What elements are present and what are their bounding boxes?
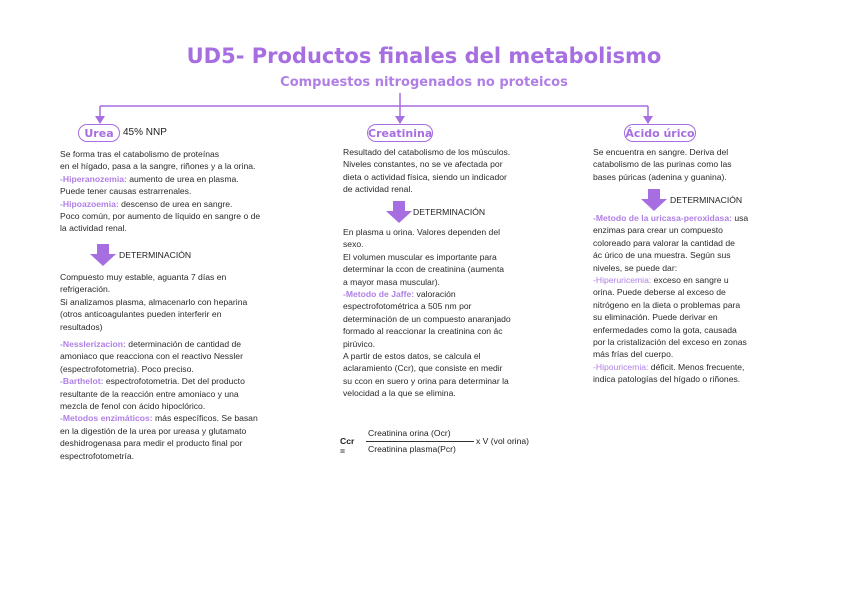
urea-barthelot-text: espectrofotometria. Det del producto [103,376,245,387]
urea-intro-line: en el hígado, pasa a la sangre, riñones y a la orina. [60,161,256,172]
acido-hiper-line: más frías del cuerpo. [593,349,674,360]
acido-metodo-text: usa [731,213,749,223]
urea-hipo-text: descenso de urea en sangre. [118,198,233,209]
acido-intro [593,146,803,183]
ccr-formula-denominator: Creatinina plasma(Pcr) [368,444,456,454]
urea-nessler-line: (espectrofotometria). Poco preciso. [60,363,194,374]
urea-barthelot-line: resultante de la reacción entre amoniaco y una [60,388,239,399]
urea-hiper-text: aumento de urea en plasma. [126,173,239,184]
acido-hipo-text: déficit. Menos frecuente, [648,361,745,372]
urea-enzimatico-term: -Metodos enzimáticos: [60,413,153,424]
acido-metodo-line: enzimas para crear un compuesto [593,225,723,236]
urea-enzimatico-line: espectrofotometría. [60,450,135,461]
urea-hiper [60,173,310,185]
acido-hipo-term: -Hipouricemia: [593,361,649,372]
creatinina-determinacion-body [343,226,563,400]
urea-after-line: Si analizamos plasma, almacenarlo con heparina [60,296,248,307]
urea-barthelot-line: mezcla de fenol con ácido hipoclórico. [60,401,206,412]
urea-after-line: refrigeración. [60,284,111,295]
creatinina-jaffe-term: -Metodo de Jaffe: [343,289,415,300]
acido-hiper-line: su eliminación. Puede derivar en [593,312,718,323]
urea-nessler-line: amoniaco que reacciona con el reactivo Nessler [60,351,243,362]
creatinina-calc-line: su ccon en suero y orina para determinar la [343,375,509,386]
urea-after-line: (otros anticoagulantes pueden interferir en [60,309,222,320]
creatinina-intro-line: de actividad renal. [343,184,413,195]
acido-hipouricemia [593,361,803,373]
creatinina-after-line: sexo. [343,239,364,250]
acido-determinacion-body [593,212,803,386]
ccr-formula-label: Ccr = [340,436,355,456]
ccr-formula-volume: x V (vol orina) [476,436,530,446]
connector-center-arrowhead [395,116,405,124]
acido-hipo-line: indica patologías del hígado o riñones. [593,374,741,385]
acido-metodo-line: ác úrico de una muestra. Según sus [593,250,731,261]
creatinina-intro-line: Niveles constantes, no se ve afectada por [343,159,503,170]
urea-barthelot-term: -Barthelot: [60,376,104,387]
acido-metodo-line: niveles, se puede dar: [593,262,678,273]
creatinina-down-arrow-icon [386,201,412,223]
urea-hipo-term: -Hipoazoemia: [60,198,119,209]
urea-hipo-line: Poco común, por aumento de líquido en sangre o de [60,211,261,222]
acido-intro-line: catabolismo de las purinas como las [593,159,732,170]
urea-down-arrow-icon [90,244,116,266]
acido-hiper-line: orina. Puede deberse al exceso de [593,287,726,298]
acido-intro-line: bases púricas (adenina y guanina). [593,171,727,182]
acido-hiper-line: nitrógeno en la dieta o problemas para [593,299,741,310]
acido-down-arrow-icon [641,189,667,211]
urea-nessler-text: determinación de cantidad de [125,339,242,350]
creatinina-jaffe-text: valoración [414,289,456,300]
urea-enzimatico-line: en la digestión de la urea por ureasa y glutamato [60,425,247,436]
urea-after-line: Compuesto muy estable, aguanta 7 días en [60,272,227,282]
creatinina-jaffe-line: pirúvico. [343,338,375,349]
acido-determinacion: DETERMINACIÓN [670,195,743,205]
page-subtitle: Compuestos nitrogenados no proteicos [280,75,568,90]
creatinina-determinacion: DETERMINACIÓN [413,207,486,217]
urea-metodo-enzimatico [60,412,310,424]
connector-left-arrowhead [95,116,105,124]
acido-metodo-uricasa [593,212,803,224]
urea-hipo [60,198,310,210]
urea-determinacion-body [60,271,310,462]
urea-intro [60,148,310,235]
ccr-formula-fraction-bar [366,441,474,442]
creatinina-intro-line: Resultado del catabolismo de los músculos. [343,147,511,157]
urea-intro-line: Se forma tras el catabolismo de proteínas [60,149,220,159]
urea-metodo-nessler [60,338,310,350]
creatinina-jaffe-line: determinación de un compuesto anaranjado [343,313,511,324]
acido-hiper-line: por la cristalización del exceso en zonas [593,337,747,348]
creatinina-after-line: determinar la ccon de creatinina (aumenta [343,264,504,275]
creatinina-intro [343,146,563,196]
acido-metodo-line: coloreado para valorar la cantidad de [593,237,735,248]
creatinina-calc-line: A partir de estos datos, se calcula el [343,351,481,362]
creatinina-after-line: a mayor masa muscular). [343,276,440,287]
creatinina-calc-line: velocidad a la que se elimina. [343,388,456,399]
urea-after-line: resultados) [60,321,103,332]
urea-hiper-line: Puede tener causas estrarrenales. [60,186,192,197]
urea-enzimatico-text: más específicos. Se basan [152,413,258,424]
acido-hiper-line: enfermedades como la gota, causada [593,324,737,335]
acido-hiper-term: -Hiperuricemia: [593,275,652,286]
acido-hiper-text: exceso en sangre u [651,275,729,286]
urea-hipo-line: la actividad renal. [60,223,127,234]
creatinina-jaffe-line: espectrofotométrica a 505 nm por [343,301,472,312]
urea-nnp: 45% NNP [123,127,167,138]
creatinina-pill: Creatinina [367,124,433,142]
connector-right-arrowhead [643,116,653,124]
acido-metodo-term: -Metodo de la uricasa-peroxidasa: [593,213,732,223]
creatinina-jaffe-line: formado al reaccionar la creatinina con ác [343,326,503,337]
page-title: UD5- Productos finales del metabolismo [186,44,662,68]
urea-metodo-barthelot [60,375,310,387]
acido-intro-line: Se encuentra en sangre. Deriva del [593,147,729,157]
creatinina-calc-line: aclaramiento (Ccr), que consiste en medir [343,363,503,374]
creatinina-intro-line: dieta o actividad física, siendo un indicador [343,171,507,182]
urea-pill: Urea [78,124,120,142]
urea-hiper-term: -Hiperanozemia: [60,173,127,184]
urea-nessler-term: -Nesslerizacion: [60,339,126,350]
acido-urico-pill: Ácido úrico [624,124,696,142]
ccr-formula-numerator: Creatinina orina (Ocr) [368,428,451,438]
urea-determinacion: DETERMINACIÓN [119,250,192,260]
urea-enzimatico-line: deshidrogenasa para medir el producto final por [60,438,243,449]
creatinina-after-line: En plasma u orina. Valores dependen del [343,227,501,237]
creatinina-metodo-jaffe [343,288,563,300]
acido-hiperuricemia [593,274,803,286]
creatinina-after-line: El volumen muscular es importante para [343,251,497,262]
